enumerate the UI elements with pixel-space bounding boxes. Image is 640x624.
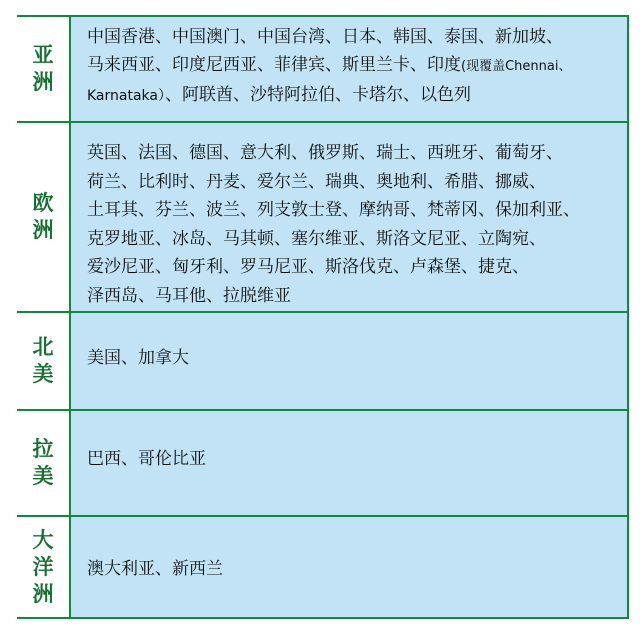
region-label-north-america xyxy=(17,313,69,409)
region-label-char: 亚 xyxy=(32,43,54,67)
region-countries-europe xyxy=(71,123,627,311)
region-row-asia xyxy=(17,17,629,121)
country-line: 土耳其、芬兰、波兰、列支敦士登、摩纳哥、梵蒂冈、保加利亚、 xyxy=(87,200,580,220)
country-line: 克罗地亚、冰岛、马其顿、塞尔维亚、斯洛文尼亚、立陶宛、 xyxy=(87,228,546,249)
country-line: 中国香港、中国澳门、中国台湾、日本、韩国、泰国、新加坡、 xyxy=(87,27,563,47)
region-label-char: 拉 xyxy=(32,437,54,461)
country-line: 巴西、哥伦比亚 xyxy=(87,449,206,469)
table-bottom-border xyxy=(17,617,629,619)
country-line: 荷兰、比利时、丹麦、爱尔兰、瑞典、奥地利、希腊、挪威、 xyxy=(87,171,546,192)
region-label-char: 美 xyxy=(32,464,54,488)
region-row-oceania xyxy=(17,517,629,617)
region-label-char: 洲 xyxy=(32,218,54,242)
country-line: 爱沙尼亚、匈牙利、罗马尼亚、斯洛伐克、卢森堡、捷克、 xyxy=(87,257,529,277)
region-label-char: 美 xyxy=(32,362,54,386)
country-line: 马来西亚、印度尼西亚、菲律宾、斯里兰卡、印度(现覆盖Chennai、 xyxy=(87,55,572,75)
region-label-char: 大 xyxy=(32,527,54,552)
region-label-asia xyxy=(17,17,69,121)
region-row-latin-america xyxy=(17,411,629,515)
region-label-europe xyxy=(17,123,69,311)
region-row-north-america xyxy=(17,313,629,409)
country-line: Karnataka）、阿联酋、沙特阿拉伯、卡塔尔、以色列 xyxy=(87,85,471,105)
region-label-char: 洲 xyxy=(32,70,54,94)
region-row-europe xyxy=(17,123,629,311)
region-countries-asia xyxy=(71,17,627,121)
region-label-latin-america xyxy=(17,411,69,515)
region-label-char: 北 xyxy=(32,335,54,359)
coverage-note: (现覆盖Chennai、 xyxy=(461,59,572,74)
region-label-oceania xyxy=(17,517,69,617)
region-countries-oceania xyxy=(71,517,627,617)
country-line: 美国、加拿大 xyxy=(87,348,189,368)
region-countries-latin-america xyxy=(71,411,627,515)
country-line: 泽西岛、马耳他、拉脱维亚 xyxy=(87,285,291,306)
region-label-char: 洋 xyxy=(32,554,54,579)
country-line: 澳大利亚、新西兰 xyxy=(87,559,223,579)
coverage-note: Karnataka） xyxy=(87,88,165,104)
region-coverage-table xyxy=(17,15,629,619)
country-line: 英国、法国、德国、意大利、俄罗斯、瑞士、西班牙、葡萄牙、 xyxy=(87,143,563,163)
region-countries-north-america xyxy=(71,313,627,409)
region-label-char: 欧 xyxy=(32,191,54,215)
region-label-char: 洲 xyxy=(32,581,54,606)
